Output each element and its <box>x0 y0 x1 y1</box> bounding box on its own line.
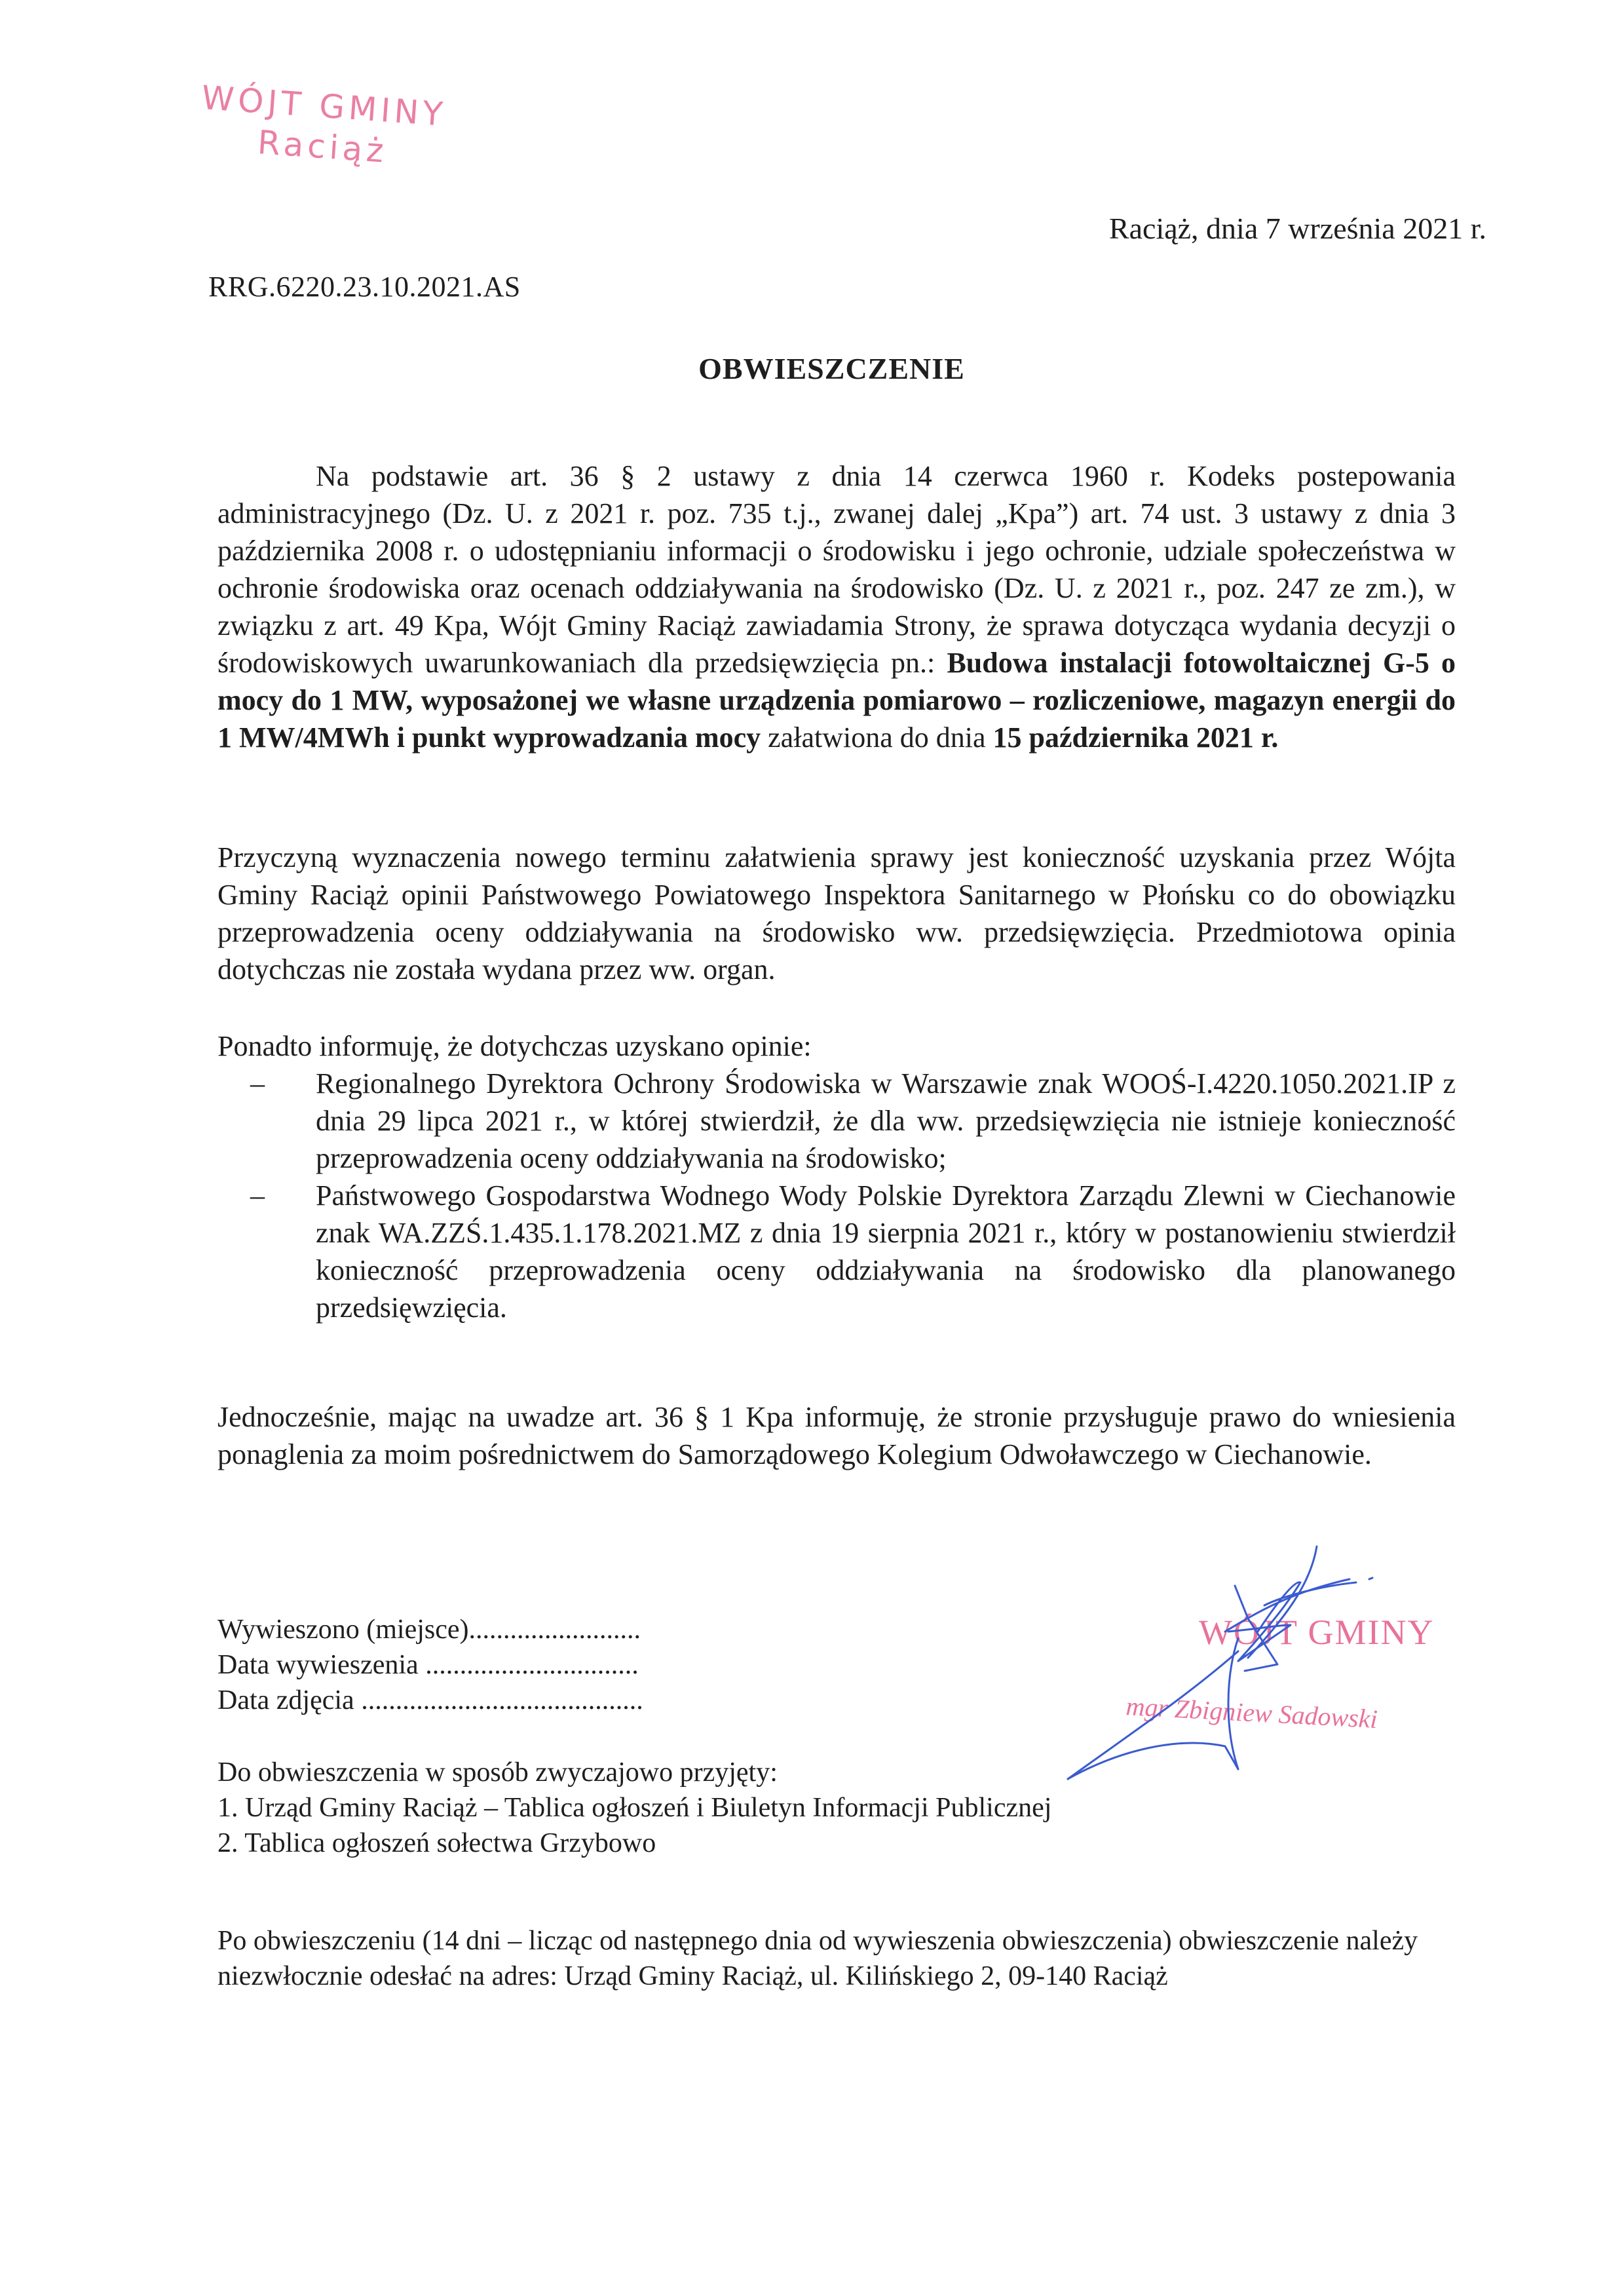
posting-field-date-removed <box>217 1683 643 1718</box>
distribution-list <box>217 1755 1051 1861</box>
field-blank: ............................... <box>425 1650 639 1680</box>
posting-field-place <box>217 1612 643 1647</box>
field-label: Data wywieszenia <box>217 1650 426 1680</box>
stamp-line-office: WÓJT GMINY <box>200 78 448 134</box>
distribution-item: 1. Urząd Gminy Raciąż – Tablica ogłoszeń i Biuletyn Informacji Publicznej <box>217 1793 1052 1823</box>
paragraph-legal-basis <box>217 457 1456 756</box>
municipal-stamp <box>197 77 447 176</box>
signature-stamp-name: mgr Zbigniew Sadowski <box>1125 1691 1378 1734</box>
opinions-intro: Ponadto informuję, że dotychczas uzyskano opinie: <box>217 1030 812 1062</box>
deadline-date: 15 października 2021 r. <box>992 721 1279 754</box>
paragraph-appeal-right: Jednocześnie, mając na uwadze art. 36 § 1 Kpa informuję, że stronie przysługuje prawo do wniesienia ponaglenia za moim pośrednictwem do Samorządowego Kolegium Odwoławczego w Ciechanowie. <box>217 1401 1456 1470</box>
reference-number: RRG.6220.23.10.2021.AS <box>208 271 521 303</box>
legal-basis-text: Na podstawie art. 36 § 2 ustawy z dnia 14 czerwca 1960 r. Kodeks postepowania administracyjnego (Dz. U. z 2021 r. poz. 735 t.j., zwanej dalej „Kpa”) art. 74 ust. 3 ustawy z dnia 3 października 2008 r. o udostępnianiu informacji o środowisku i jego ochronie, udziale społeczeństwa w ochronie środowiska oraz ocenach oddziaływania na środowisko (Dz. U. z 2021 r., poz. 247 ze zm.), w związku z art. 49 Kpa, Wójt Gminy Raciąż zawiadamia Strony, że sprawa dotycząca wydania decyzji o środowiskowych uwarunkowaniach dla przedsięwzięcia pn.: <box>217 460 1456 679</box>
opinion-item <box>217 1177 1456 1326</box>
place-and-date: Raciąż, dnia 7 września 2021 r. <box>1108 212 1486 245</box>
footer-return-note: Po obwieszczeniu (14 dni – licząc od następnego dnia od wywieszenia obwieszczenia) obwieszczenie należy niezwłocznie odesłać na adres: Urząd Gminy Raciąż, ul. Kilińskiego 2, 09-140 Raciąż <box>217 1926 1418 1991</box>
field-label: Wywieszono (miejsce) <box>217 1615 469 1645</box>
paragraph-opinions <box>217 1027 1456 1326</box>
field-label: Data zdjęcia <box>217 1685 362 1715</box>
document-title: OBWIESZCZENIE <box>698 352 965 385</box>
dash-bullet: – <box>250 1179 265 1212</box>
opinion-text: Regionalnego Dyrektora Ochrony Środowiska w Warszawie znak WOOŚ-I.4220.1050.2021.IP z dnia 29 lipca 2021 r., w której stwierdził, że dla ww. przedsięwzięcia nie istnieje konieczność przeprowadzenia oceny oddziaływania na środowisko; <box>316 1067 1456 1174</box>
posting-fields <box>217 1612 643 1718</box>
signature-stamp-title: WÓJT GMINY <box>1199 1613 1435 1652</box>
handwritten-signature-icon <box>1048 1520 1539 1815</box>
distribution-item: 2. Tablica ogłoszeń sołectwa Grzybowo <box>217 1828 656 1858</box>
opinion-item <box>217 1065 1456 1177</box>
field-blank: ......................................... <box>361 1685 643 1715</box>
field-blank: ......................... <box>468 1615 641 1645</box>
project-name: Budowa instalacji fotowoltaicznej G-5 o mocy do 1 MW, wyposażonej we własne urządzenia pomiarowo – rozliczeniowe, magazyn energii do 1 MW/4MWh i punkt wyprowadzania mocy <box>217 647 1456 754</box>
stamp-line-town: Raciąż <box>256 123 389 170</box>
opinions-list <box>217 1065 1456 1326</box>
posting-field-date-posted <box>217 1647 643 1683</box>
dash-bullet: – <box>250 1067 265 1100</box>
paragraph-reason: Przyczyną wyznaczenia nowego terminu załatwienia sprawy jest konieczność uzyskania przez Wójta Gminy Raciąż opinii Państwowego Powiatowego Inspektora Sanitarnego w Płońsku co do obowiązku przeprowadzenia oceny oddziaływania na środowisko ww. przedsięwzięcia. Przedmiotowa opinia dotychczas nie została wydana przez ww. organ. <box>217 841 1456 985</box>
opinion-text: Państwowego Gospodarstwa Wodnego Wody Polskie Dyrektora Zarządu Zlewni w Ciechanowie znak WA.ZZŚ.1.435.1.178.2021.MZ z dnia 19 sierpnia 2021 r., który w postanowieniu stwierdził konieczność przeprowadzenia oceny oddziaływania na środowisko dla planowanego przedsięwzięcia. <box>316 1179 1456 1324</box>
distribution-intro: Do obwieszczenia w sposób zwyczajowo przyjęty: <box>217 1757 778 1788</box>
deadline-intro: załatwiona do dnia <box>761 721 993 754</box>
